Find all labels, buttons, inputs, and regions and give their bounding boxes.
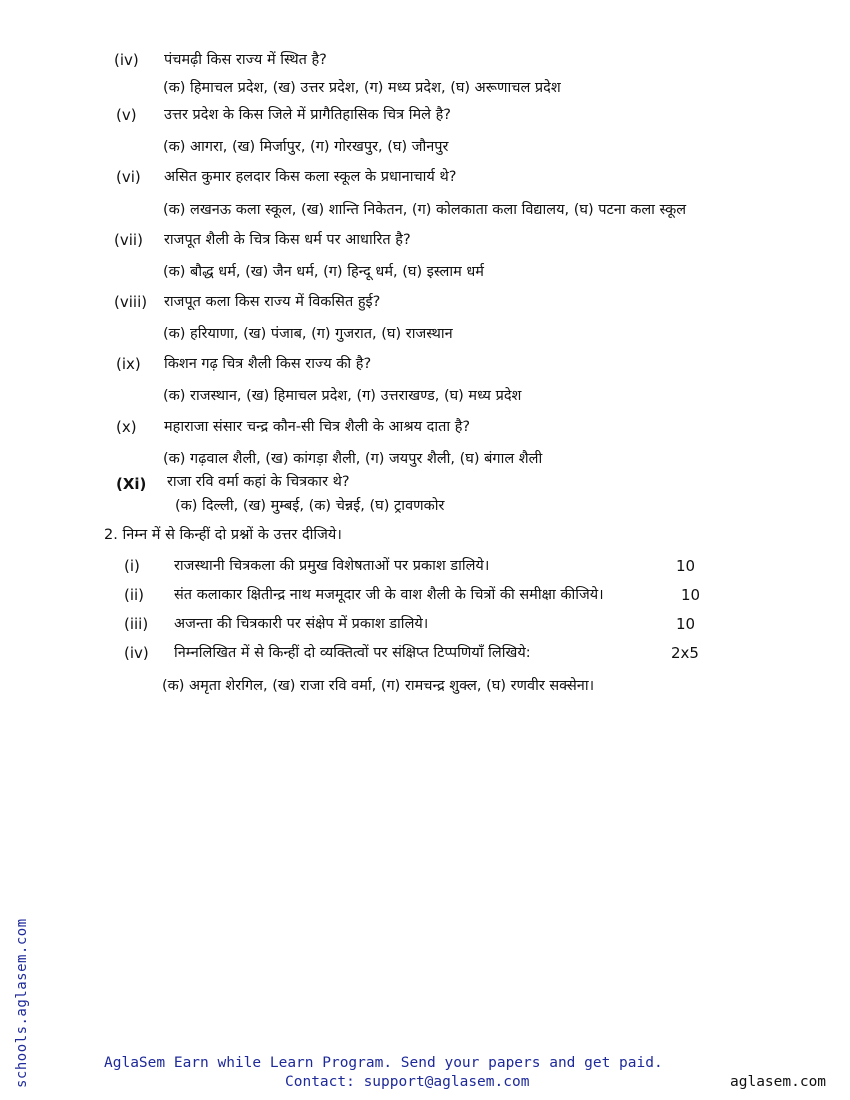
footer-contact: Contact: support@aglasem.com bbox=[285, 1074, 530, 1090]
question-text: राजस्थानी चित्रकला की प्रमुख विशेषताओं पर प्रकाश डालिये। bbox=[174, 558, 490, 574]
question-options: (क) आगरा, (ख) मिर्जापुर, (ग) गोरखपुर, (घ) जौनपुर bbox=[163, 139, 449, 155]
question-text: राजपूत शैली के चित्र किस धर्म पर आधारित है? bbox=[164, 232, 411, 248]
question-number: (iv) bbox=[114, 51, 139, 69]
footer-site: aglasem.com bbox=[730, 1074, 827, 1090]
question-number: (vi) bbox=[116, 168, 141, 186]
question-number: (viii) bbox=[114, 293, 148, 311]
question-number: (ix) bbox=[116, 355, 141, 373]
question-marks: 10 bbox=[676, 557, 696, 575]
question-number: (vii) bbox=[114, 231, 143, 249]
question-text: निम्नलिखित में से किन्हीं दो व्यक्तित्वों पर संक्षिप्त टिप्पणियाँ लिखिये: bbox=[174, 645, 531, 661]
question-number: (i) bbox=[124, 557, 140, 575]
question-number: (iv) bbox=[124, 644, 149, 662]
question-text: अजन्ता की चित्रकारी पर संक्षेप में प्रकाश डालिये। bbox=[174, 616, 429, 632]
q2-heading: 2. निम्न में से किन्हीं दो प्रश्नों के उत्तर दीजिये। bbox=[104, 527, 342, 543]
question-marks: 10 bbox=[681, 586, 701, 604]
question-marks: 2x5 bbox=[671, 644, 699, 662]
question-text: पंचमढ़ी किस राज्य में स्थित है? bbox=[164, 52, 327, 68]
question-number: (ii) bbox=[124, 586, 145, 604]
question-text: संत कलाकार क्षितीन्द्र नाथ मजमूदार जी के वाश शैली के चित्रों की समीक्षा कीजिये। bbox=[174, 587, 604, 603]
question-options: (क) गढ़वाल शैली, (ख) कांगड़ा शैली, (ग) जयपुर शैली, (घ) बंगाल शैली bbox=[163, 451, 543, 467]
question-text: राजपूत कला किस राज्य में विकसित हुई? bbox=[164, 294, 381, 310]
question-options: (क) राजस्थान, (ख) हिमाचल प्रदेश, (ग) उत्तराखण्ड, (घ) मध्य प्रदेश bbox=[163, 388, 522, 404]
footer-promo: AglaSem Earn while Learn Program. Send your papers and get paid. bbox=[104, 1055, 663, 1071]
question-text: राजा रवि वर्मा कहां के चित्रकार थे? bbox=[167, 474, 350, 490]
question-number: (v) bbox=[116, 106, 137, 124]
question-number: (iii) bbox=[124, 615, 149, 633]
question-number: (x) bbox=[116, 418, 137, 436]
question-text: महाराजा संसार चन्द्र कौन-सी चित्र शैली के आश्रय दाता है? bbox=[164, 419, 471, 435]
q2-options: (क) अमृता शेरगिल, (ख) राजा रवि वर्मा, (ग) रामचन्द्र शुक्ल, (घ) रणवीर सक्सेना। bbox=[162, 678, 595, 694]
question-number: (Xi) bbox=[116, 475, 147, 493]
question-text: उत्तर प्रदेश के किस जिले में प्रागैतिहासिक चित्र मिले है? bbox=[164, 107, 451, 123]
question-options: (क) हिमाचल प्रदेश, (ख) उत्तर प्रदेश, (ग) मध्य प्रदेश, (घ) अरूणाचल प्रदेश bbox=[163, 80, 561, 96]
question-options: (क) बौद्ध धर्म, (ख) जैन धर्म, (ग) हिन्दू धर्म, (घ) इस्लाम धर्म bbox=[163, 264, 484, 280]
question-options: (क) दिल्ली, (ख) मुम्बई, (क) चेन्नई, (घ) ट्रावणकोर bbox=[175, 498, 445, 514]
question-text: किशन गढ़ चित्र शैली किस राज्य की है? bbox=[164, 356, 372, 372]
question-marks: 10 bbox=[676, 615, 696, 633]
side-watermark: schools.aglasem.com bbox=[14, 918, 30, 1088]
question-options: (क) लखनऊ कला स्कूल, (ख) शान्ति निकेतन, (ग) कोलकाता कला विद्यालय, (घ) पटना कला स्कूल bbox=[163, 202, 687, 218]
question-text: असित कुमार हलदार किस कला स्कूल के प्रधानाचार्य थे? bbox=[164, 169, 457, 185]
question-options: (क) हरियाणा, (ख) पंजाब, (ग) गुजरात, (घ) राजस्थान bbox=[163, 326, 453, 342]
